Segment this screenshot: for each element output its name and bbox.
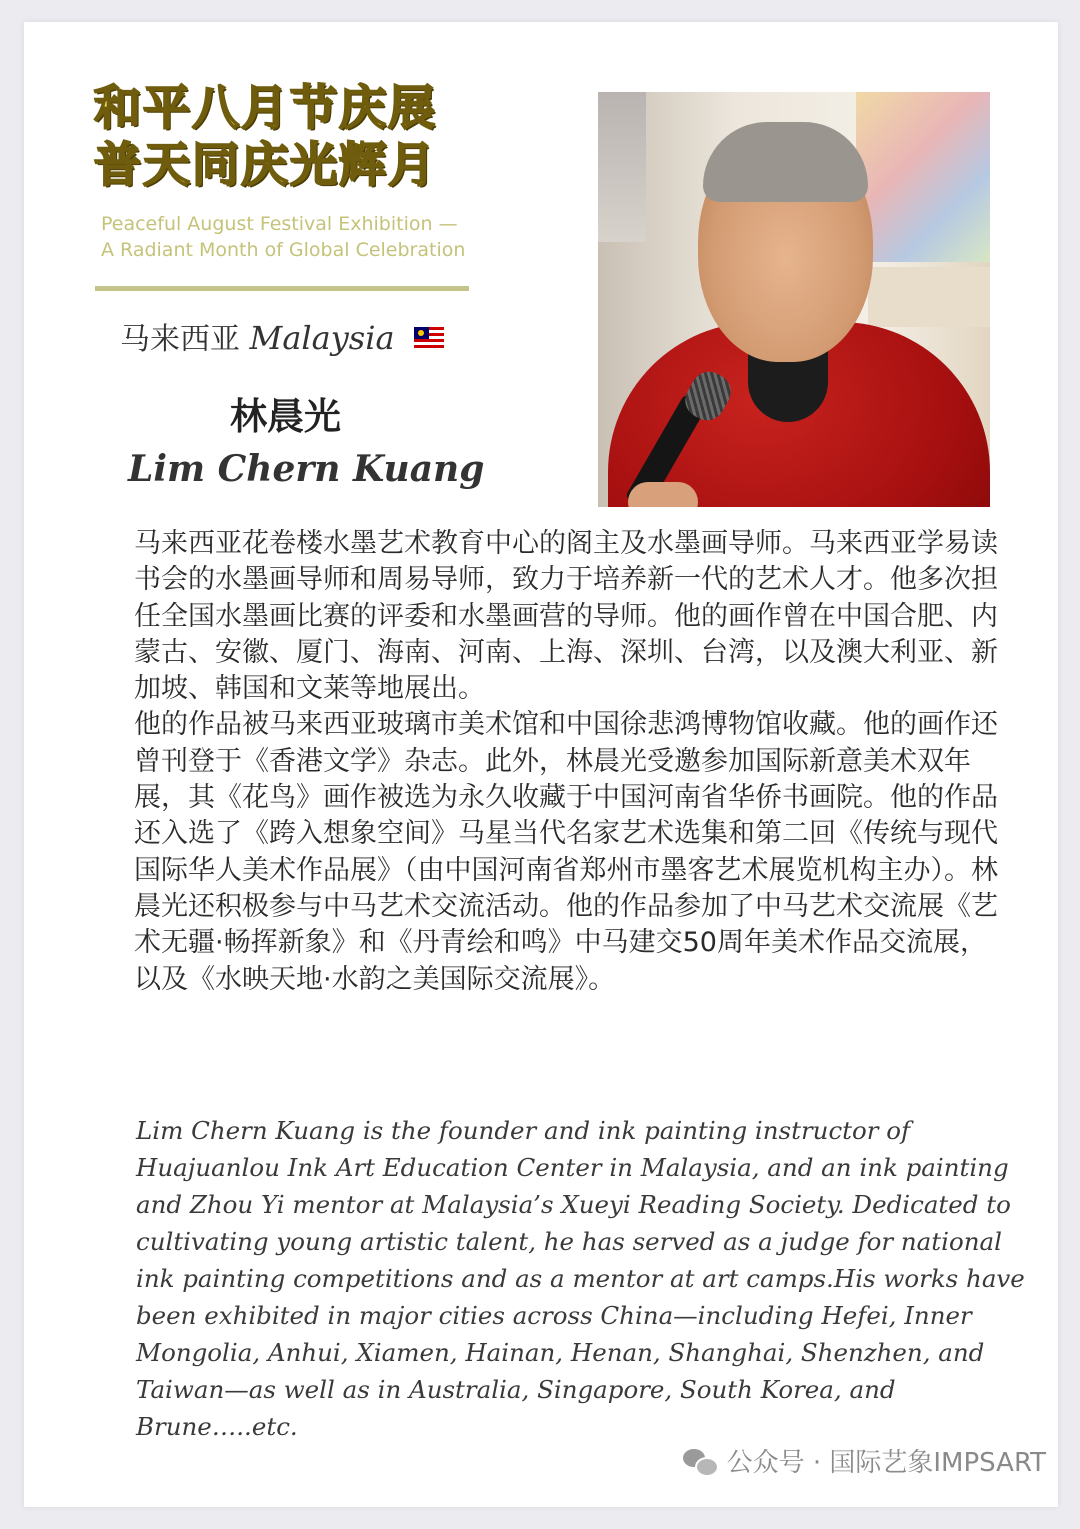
- country-en: Malaysia: [249, 319, 395, 357]
- background-artwork-right: [856, 92, 990, 262]
- account-name: 公众号 · 国际艺象IMPSART: [726, 1448, 1046, 1478]
- title-en-line-1: Peaceful August Festival Exhibition —: [101, 213, 458, 235]
- background-frame: [868, 267, 990, 327]
- wechat-account-watermark: [683, 1442, 1046, 1479]
- biography-zh: [134, 526, 1004, 998]
- malaysia-flag-icon: [414, 327, 444, 348]
- wechat-icon: [683, 1447, 717, 1475]
- artist-name-en: Lim Chern Kuang: [128, 448, 485, 490]
- exhibition-title-zh: [94, 80, 474, 194]
- country-zh: 马来西亚: [120, 322, 240, 357]
- portrait-hand: [628, 482, 698, 507]
- artist-country: [120, 318, 540, 360]
- title-en-line-2: A Radiant Month of Global Celebration: [101, 239, 466, 261]
- exhibition-title-en: [101, 211, 501, 263]
- title-divider: [95, 286, 469, 291]
- artist-name-zh: 林晨光: [230, 395, 341, 438]
- biography-en: [136, 1112, 1048, 1445]
- bio-zh-paragraph-1: 马来西亚花卷楼水墨艺术教育中心的阁主及水墨画导师。马来西亚学易读书会的水墨画导师和周易导师，致力于培养新一代的艺术人才。他多次担任全国水墨画比赛的评委和水墨画营的导师。他的画作曾在中国合肥、内蒙古、安徽、厦门、海南、河南、上海、深圳、台湾，以及澳大利亚、新加坡、韩国和文莱等地展出。: [134, 528, 998, 705]
- artist-portrait-photo: [598, 92, 990, 507]
- poster-page: [24, 22, 1058, 1507]
- background-artwork-left: [598, 92, 646, 242]
- portrait-hair: [703, 122, 868, 202]
- title-zh-line-1: 和平八月节庆展: [94, 81, 437, 136]
- bio-zh-paragraph-2: 他的作品被马来西亚玻璃市美术馆和中国徐悲鸿博物馆收藏。他的画作还曾刊登于《香港文学》杂志。此外，林晨光受邀参加国际新意美术双年展，其《花鸟》画作被选为永久收藏于中国河南省华侨书画院。他的作品还入选了《跨入想象空间》马星当代名家艺术选集和第二回《传统与现代国际华人美术作品展》（由中国河南省郑州市墨客艺术展览机构主办）。林晨光还积极参与中马艺术交流活动。他的作品参加了中马艺术交流展《艺术无疆·畅挥新象》和《丹青绘和鸣》中马建交50周年美术作品交流展，以及《水映天地·水韵之美国际交流展》。: [134, 709, 998, 995]
- title-zh-line-2: 普天同庆光辉月: [94, 138, 437, 193]
- bio-en-paragraph: Lim Chern Kuang is the founder and ink painting instructor of Huajuanlou Ink Art Education Center in Malaysia, and an ink painting and Zhou Yi mentor at Malaysia’s Xueyi Reading Society. Dedicated to cultivating young artistic talent, he has served as a judge for national ink painting competitions and as a mentor at art camps.His works have been exhibited in major cities across China—including Hefei, Inner Mongolia, Anhui, Xiamen, Hainan, Henan, Shanghai, Shenzhen, and Taiwan—as well as in Australia, Singapore, South Korea, and Brune…..etc.: [136, 1116, 1025, 1441]
